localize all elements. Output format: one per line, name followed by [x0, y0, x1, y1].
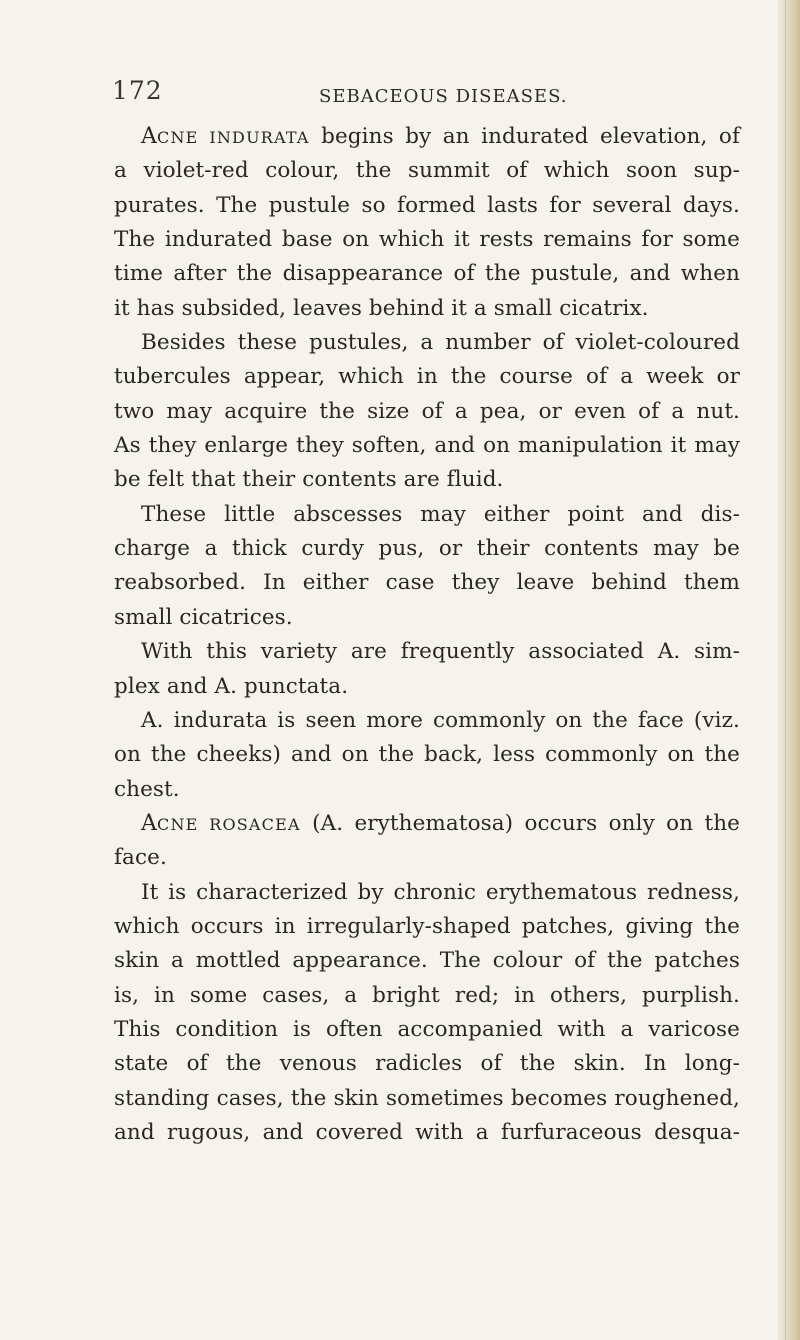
text-line [114, 773, 740, 807]
page-edge-line [785, 0, 786, 1340]
text-line [114, 841, 740, 875]
text-line [114, 807, 740, 841]
text-line [114, 120, 740, 154]
page-edge-shadow [778, 0, 800, 1340]
line-text: (A. erythematosa) occurs only on the [300, 810, 740, 836]
text-line [114, 1013, 740, 1047]
line-text: on the cheeks) and on the back, less commonly on the [114, 742, 740, 768]
text-line [114, 910, 740, 944]
line-text: face. [114, 845, 167, 871]
text-line [114, 189, 740, 223]
line-text: The indurated base on which it rests remains for some [114, 227, 740, 253]
text-line [114, 1047, 740, 1081]
line-text: purates. The pustule so formed lasts for several days. [114, 192, 740, 218]
line-text: reabsorbed. In either case they leave behind them [114, 570, 740, 596]
line-text: be felt that their contents are fluid. [114, 467, 504, 493]
line-text: These little abscesses may either point and dis- [141, 501, 740, 527]
text-line [114, 1116, 740, 1150]
heading-initial: A [141, 810, 157, 836]
line-text: state of the venous radicles of the skin. In long- [114, 1051, 740, 1077]
text-line [114, 395, 740, 429]
line-text: two may acquire the size of a pea, or even of a nut. [114, 398, 740, 424]
section-term: CNE INDURATA [157, 128, 310, 147]
text-line [114, 498, 740, 532]
text-line [114, 532, 740, 566]
text-line [114, 979, 740, 1013]
line-text: chest. [114, 776, 180, 802]
text-line [114, 257, 740, 291]
body-text [114, 120, 740, 1150]
line-text: With this variety are frequently associated A. sim- [141, 639, 740, 665]
line-text: it has subsided, leaves behind it a small cicatrix. [114, 295, 649, 321]
line-text: a violet-red colour, the summit of which soon sup- [114, 158, 740, 184]
line-text: and rugous, and covered with a furfuraceous desqua- [114, 1119, 740, 1145]
line-text: It is characterized by chronic erythematous redness, [141, 879, 740, 905]
text-line [114, 738, 740, 772]
text-line [114, 704, 740, 738]
text-line [114, 360, 740, 394]
page-number: 172 [112, 76, 163, 105]
line-text: begins by an indurated elevation, of [309, 124, 741, 149]
text-line [114, 876, 740, 910]
line-text: standing cases, the skin sometimes becomes roughened, [114, 1085, 740, 1111]
text-line [114, 463, 740, 497]
line-text: skin a mottled appearance. The colour of the patches [114, 948, 740, 974]
text-line [114, 566, 740, 600]
text-line [114, 670, 740, 704]
text-line [114, 635, 740, 669]
line-text: small cicatrices. [114, 604, 293, 630]
text-line [114, 154, 740, 188]
text-line [114, 944, 740, 978]
text-line [114, 223, 740, 257]
heading-initial: A [141, 124, 157, 149]
line-text: time after the disappearance of the pustule, and when [114, 261, 740, 287]
line-text: which occurs in irregularly-shaped patches, giving the [114, 913, 740, 939]
line-text: This condition is often accompanied with a varicose [114, 1016, 740, 1042]
line-text: Besides these pustules, a number of violet-coloured [141, 330, 740, 356]
text-line [114, 429, 740, 463]
text-line [114, 601, 740, 635]
line-text: A. indurata is seen more commonly on the face (viz. [141, 707, 740, 733]
line-text: charge a thick curdy pus, or their contents may be [114, 536, 740, 562]
text-line [114, 1082, 740, 1116]
line-text: As they enlarge they soften, and on manipulation it may [114, 433, 740, 459]
line-text: tubercules appear, which in the course of a week or [114, 364, 740, 390]
line-text: plex and A. punctata. [114, 673, 349, 699]
section-term: CNE ROSACEA [157, 814, 301, 834]
line-text: is, in some cases, a bright red; in others, purplish. [114, 982, 740, 1008]
text-line [114, 292, 740, 326]
running-title: SEBACEOUS DISEASES. [319, 86, 568, 107]
text-line [114, 326, 740, 360]
